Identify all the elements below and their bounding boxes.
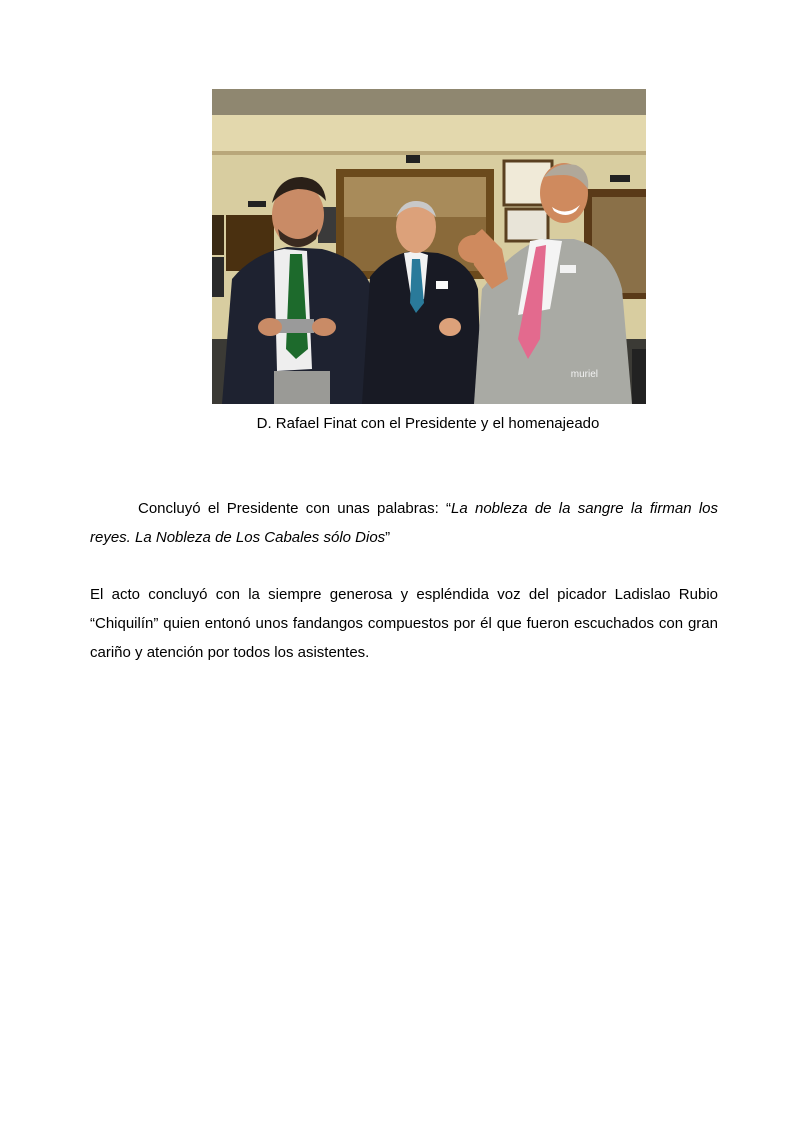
quote-close: ” [385, 529, 391, 546]
paragraph-closing: El acto concluyó con la siempre generosa y espléndida voz del picador Ladislao Rubio “Chiquilín” quien entonó unos fandangos compuestos por él que fueron escuchados con gran cariño y atención por todos los asistentes. [90, 586, 718, 661]
photo-illustration [212, 89, 646, 404]
paragraph-lead: Concluyó el Presidente con unas palabras: “ [138, 500, 452, 517]
event-photo [212, 89, 646, 404]
quote-text: La nobleza de la sangre la firman los reyes. La Nobleza de Los Cabales sólo Dios [90, 500, 718, 546]
paragraph-quote [90, 494, 718, 552]
photo-watermark: muriel [570, 369, 598, 380]
photo-caption: D. Rafael Finat con el Presidente y el homenajeado [256, 415, 600, 432]
